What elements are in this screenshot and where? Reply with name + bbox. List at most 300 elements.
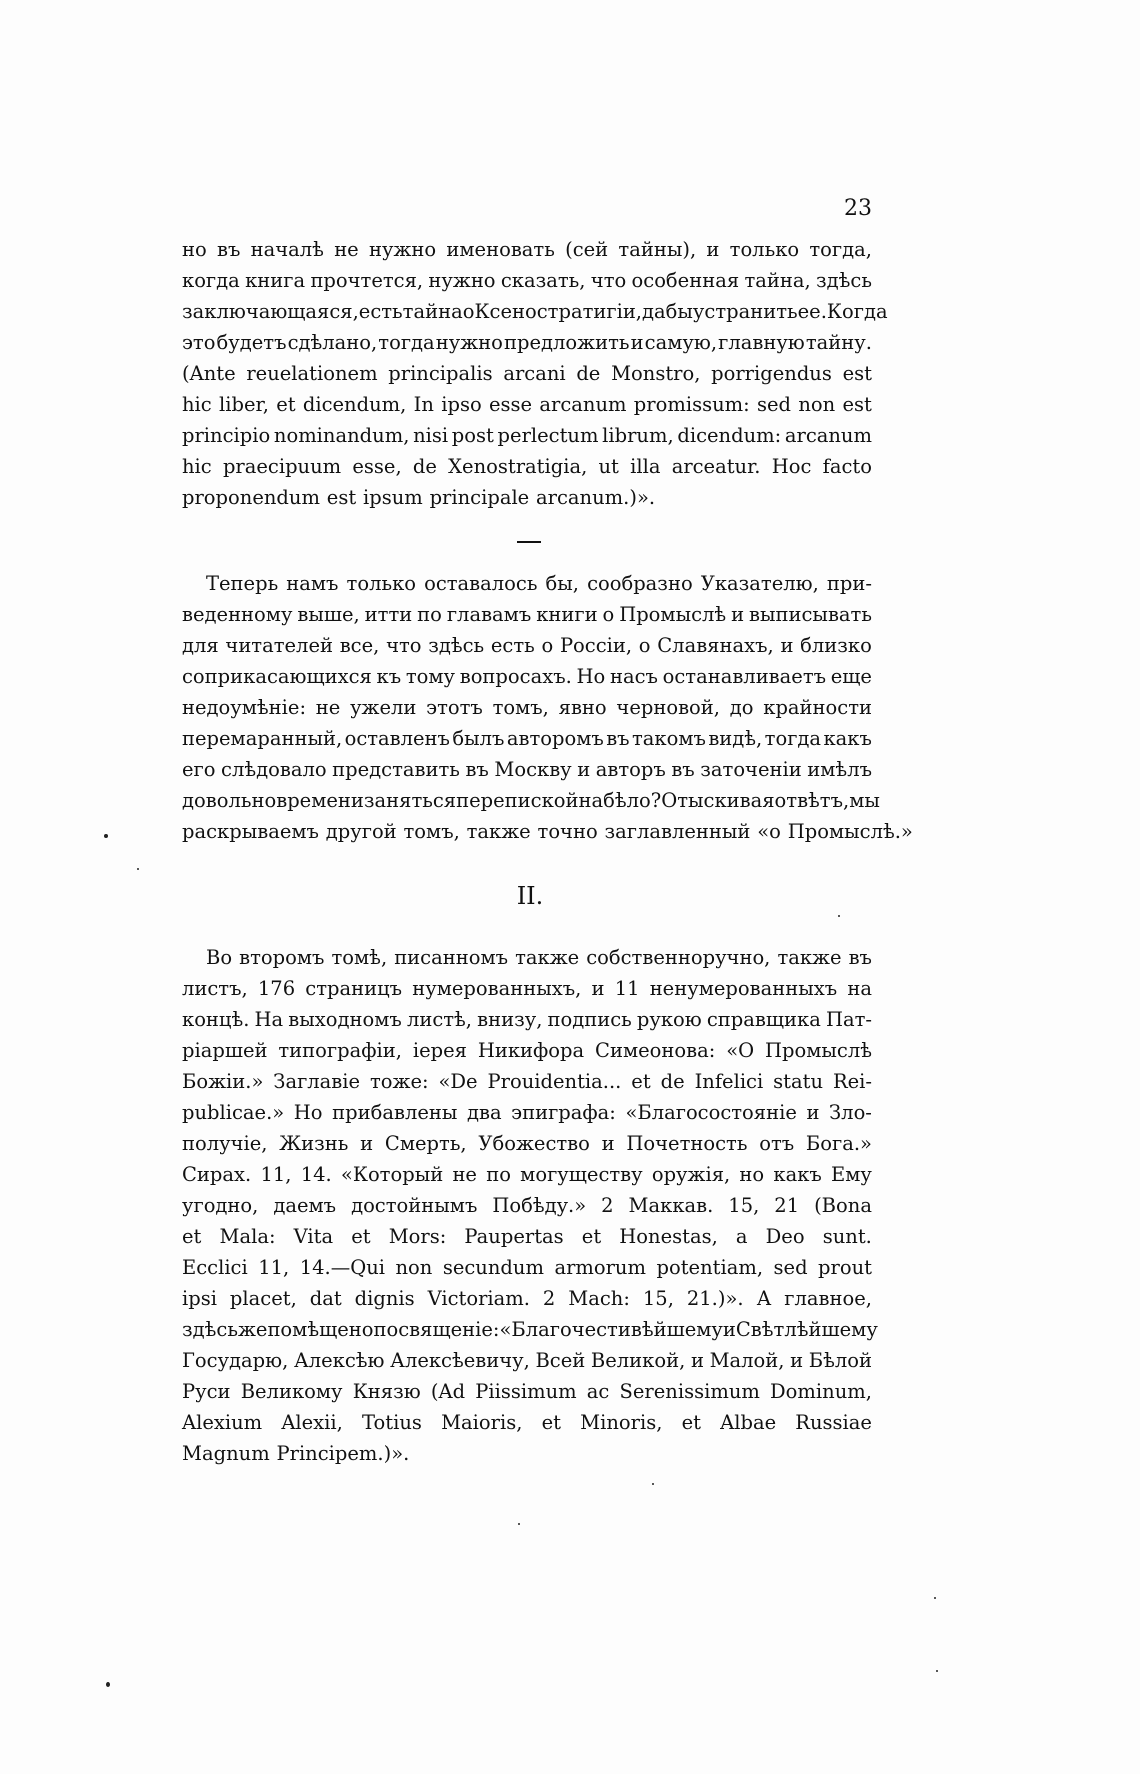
word: arcanum — [784, 424, 872, 447]
word: «Который — [340, 1163, 444, 1186]
scan-speck — [137, 868, 139, 870]
word: de — [660, 1070, 685, 1093]
word: Побѣду.» — [492, 1194, 587, 1217]
word: есть — [358, 300, 403, 323]
word: sed — [773, 1256, 808, 1279]
word: 21 — [774, 1194, 800, 1217]
word: Paupertas — [464, 1225, 564, 1248]
paragraph-2 — [182, 572, 913, 851]
word: будетъ — [216, 331, 287, 354]
text-line — [182, 789, 880, 820]
text-line — [182, 696, 872, 727]
word: «Благосостояніе — [625, 1101, 797, 1124]
word: ipsi — [182, 1287, 217, 1310]
text-line — [182, 665, 872, 696]
word: ut — [598, 455, 619, 478]
word: и — [360, 1132, 374, 1155]
word: Промыслѣ — [619, 603, 727, 626]
word: еще — [830, 665, 872, 688]
word: и — [630, 331, 644, 354]
word: для — [182, 634, 219, 657]
word: и — [790, 1349, 804, 1372]
word: два — [466, 1101, 502, 1124]
word: сообразно — [587, 572, 693, 595]
word: dat — [309, 1287, 342, 1310]
word: насъ — [609, 665, 658, 688]
word: Пат- — [825, 1008, 872, 1031]
text-line — [182, 269, 872, 300]
word: «О — [726, 1039, 755, 1062]
word: de — [576, 362, 601, 385]
word: ac — [586, 1380, 610, 1403]
word: Но — [293, 1101, 323, 1124]
word: arceatur. — [671, 455, 761, 478]
word: именовать — [446, 238, 555, 261]
word: оружія, — [651, 1163, 731, 1186]
word: подпись — [547, 1008, 632, 1031]
word: ipso — [441, 393, 482, 416]
word: что — [386, 634, 422, 657]
word: nisi — [413, 424, 449, 447]
word: 11, — [258, 1256, 290, 1279]
paragraph-3 — [182, 946, 878, 1473]
word: Deo — [765, 1225, 805, 1248]
word: достойнымъ — [351, 1194, 478, 1217]
word: раскрываемъ — [182, 820, 319, 843]
word: Государю, — [182, 1349, 289, 1372]
word: Убожество — [478, 1132, 590, 1155]
section-separator — [517, 541, 541, 543]
word: Бога.» — [805, 1132, 872, 1155]
word: листѣ, — [406, 1008, 473, 1031]
word: выписывать — [749, 603, 872, 626]
word: Xenostratigia, — [448, 455, 588, 478]
word: Hoc — [771, 455, 812, 478]
word: по — [486, 1163, 511, 1186]
word: тайна — [402, 300, 463, 323]
word: Почетность — [626, 1132, 748, 1155]
word: близко — [800, 634, 872, 657]
word: явно — [558, 696, 607, 719]
scan-speck — [936, 1670, 938, 1672]
word: заключающаяся, — [182, 300, 359, 323]
word: А — [756, 1287, 772, 1310]
word: principalis — [388, 362, 493, 385]
word: тайна, — [744, 269, 811, 292]
word: Victoriam. — [427, 1287, 530, 1310]
word: дабы — [642, 300, 693, 323]
word: liber, — [219, 393, 269, 416]
word: post — [451, 424, 494, 447]
word: но — [739, 1163, 765, 1186]
word: здѣсь — [816, 269, 872, 292]
word: Зло- — [829, 1101, 872, 1124]
word: potentiam, — [656, 1256, 764, 1279]
word: главную — [718, 331, 805, 354]
word: книга — [245, 269, 306, 292]
word: 2 — [542, 1287, 556, 1310]
text-line — [182, 1194, 872, 1225]
word: Бѣлой — [808, 1349, 872, 1372]
word: et — [681, 1411, 701, 1434]
word: «Благочестивѣйшему — [499, 1318, 723, 1341]
word: est — [326, 486, 357, 509]
word: нужно — [435, 331, 503, 354]
word: нужно — [368, 238, 437, 261]
word: Dominum, — [770, 1380, 872, 1403]
text-line — [182, 727, 872, 758]
word: 21.)». — [686, 1287, 744, 1310]
word: et — [276, 393, 296, 416]
word: statu — [773, 1070, 824, 1093]
text-line — [182, 331, 872, 362]
text-line — [182, 603, 872, 634]
text-line — [182, 1256, 872, 1287]
word: librum, — [602, 424, 674, 447]
word: Minoris, — [580, 1411, 663, 1434]
word: Maioris, — [441, 1411, 523, 1434]
word: 2 — [601, 1194, 614, 1217]
word: Всей — [535, 1349, 586, 1372]
text-line — [182, 300, 888, 331]
word: Totius — [362, 1411, 422, 1434]
word: предложить — [504, 331, 630, 354]
word: только — [346, 572, 417, 595]
word: hic — [182, 455, 212, 478]
word: dicendum, — [302, 393, 407, 416]
word: представить — [332, 758, 460, 781]
word: Симеонова: — [595, 1039, 716, 1062]
word: 15, — [728, 1194, 760, 1217]
word: справщика — [706, 1008, 821, 1031]
word: о — [462, 300, 475, 323]
word: Russiae — [795, 1411, 872, 1434]
word: Piissimum — [475, 1380, 577, 1403]
word: о — [602, 603, 615, 626]
word: principio — [182, 424, 271, 447]
word: отвѣтъ, — [774, 789, 850, 812]
word: о — [638, 634, 651, 657]
word: заняться — [363, 789, 457, 812]
word: est — [842, 393, 872, 416]
text-line — [182, 1380, 872, 1411]
word: какъ — [773, 1163, 822, 1186]
word: рукою — [636, 1008, 702, 1031]
word: Albae — [720, 1411, 777, 1434]
word: довольно — [182, 789, 277, 812]
word: prout — [818, 1256, 872, 1279]
scan-speck — [838, 915, 840, 917]
word: и — [706, 238, 720, 261]
word: ipsum — [362, 486, 423, 509]
word: и — [690, 1349, 704, 1372]
word: et — [182, 1225, 202, 1248]
word: черновой, — [616, 696, 720, 719]
word: что — [590, 269, 627, 292]
word: perlectum — [497, 424, 599, 447]
paragraph-1 — [182, 238, 888, 517]
word: 14.—Qui — [299, 1256, 385, 1279]
word: іерея — [412, 1039, 467, 1062]
text-line — [182, 946, 872, 977]
text-line — [182, 393, 872, 424]
word: Mach: — [568, 1287, 630, 1310]
word: перемаранный, — [182, 727, 343, 750]
word: тогда — [764, 727, 822, 750]
word: Alexium — [182, 1411, 263, 1434]
word: Magnum — [182, 1442, 270, 1465]
word: et — [351, 1225, 371, 1248]
word: авторомъ — [506, 727, 604, 750]
word: итти — [364, 603, 413, 626]
word: Никифора — [477, 1039, 585, 1062]
word: же — [237, 1318, 268, 1341]
word: также — [777, 946, 842, 969]
text-line — [182, 424, 872, 455]
word: тайны), — [618, 238, 697, 261]
word: In — [413, 393, 434, 416]
word: и — [731, 603, 745, 626]
word: особенная — [631, 269, 740, 292]
word: «о — [757, 820, 781, 843]
word: Ecclici — [182, 1256, 248, 1279]
word: principale — [429, 486, 530, 509]
word: non — [798, 393, 836, 416]
word: Смерть, — [384, 1132, 467, 1155]
word: Князю — [352, 1380, 421, 1403]
word: на — [578, 789, 604, 812]
word: и — [806, 1101, 820, 1124]
word: (Ante — [182, 362, 236, 385]
word: «De — [438, 1070, 478, 1093]
word: на — [847, 977, 872, 1000]
word: arcani — [503, 362, 566, 385]
word: porrigendus — [711, 362, 832, 385]
word: Жизнь — [279, 1132, 349, 1155]
word: авторъ — [595, 758, 666, 781]
word: (Ad — [430, 1380, 466, 1403]
word: ужели — [350, 696, 417, 719]
word: armorum — [554, 1256, 646, 1279]
word: томѣ, — [331, 946, 388, 969]
word: самую, — [644, 331, 718, 354]
word: не — [315, 696, 341, 719]
word: сказать, — [500, 269, 586, 292]
word: но — [182, 238, 207, 261]
word: внизу, — [477, 1008, 543, 1031]
word: томъ, — [403, 820, 460, 843]
word: книги — [536, 603, 598, 626]
word: et — [631, 1070, 651, 1093]
word: сдѣлано, — [287, 331, 378, 354]
word: Rei- — [832, 1070, 872, 1093]
word: читателей — [225, 634, 333, 657]
word: нужно — [428, 269, 496, 292]
word: Алексѣевичу, — [390, 1349, 530, 1372]
word: тому — [405, 665, 456, 688]
word: крайности — [763, 696, 872, 719]
word: Великой, — [590, 1349, 686, 1372]
text-line — [182, 1287, 872, 1318]
word: только — [729, 238, 800, 261]
word: non — [395, 1256, 433, 1279]
word: Mala: — [219, 1225, 276, 1248]
word: при- — [826, 572, 872, 595]
word: et — [581, 1225, 602, 1248]
word: устранить — [692, 300, 798, 323]
word: собственноручно, — [586, 946, 771, 969]
text-line — [182, 1132, 872, 1163]
word: все, — [339, 634, 380, 657]
word: Alexii, — [281, 1411, 343, 1434]
word: de — [412, 455, 437, 478]
word: Mors: — [388, 1225, 447, 1248]
word: nominandum, — [273, 424, 410, 447]
word: arcanum.)». — [536, 486, 656, 509]
word: нумерованныхъ, — [412, 977, 582, 1000]
word: прочтется, — [310, 269, 424, 292]
word: какъ — [823, 727, 872, 750]
word: не — [334, 238, 359, 261]
word: ненумерованныхъ — [649, 977, 838, 1000]
word: здѣсь — [182, 1318, 238, 1341]
word: promissum: — [633, 393, 750, 416]
word: также — [466, 820, 531, 843]
word: Monstro, — [611, 362, 701, 385]
word: эпиграфа: — [511, 1101, 616, 1124]
text-line — [182, 238, 872, 269]
word: 11, — [260, 1163, 292, 1186]
text-line — [182, 1101, 872, 1132]
word: Principem.)». — [276, 1442, 410, 1465]
word: есть — [490, 634, 535, 657]
scan-speck — [104, 834, 108, 838]
word: соприкасающихся — [182, 665, 372, 688]
word: Но — [576, 665, 606, 688]
word: о — [541, 634, 554, 657]
word: Маккав. — [628, 1194, 714, 1217]
text-line — [182, 572, 872, 603]
word: этотъ — [426, 696, 483, 719]
text-line — [182, 1411, 872, 1442]
word: тогда, — [809, 238, 872, 261]
word: et — [541, 1411, 561, 1434]
word: перепиской — [456, 789, 579, 812]
word: оставленъ — [344, 727, 450, 750]
word: sunt. — [822, 1225, 872, 1248]
text-line — [182, 1008, 872, 1039]
word: secundum — [442, 1256, 544, 1279]
word: и — [780, 634, 794, 657]
word: къ — [376, 665, 402, 688]
word: esse — [488, 393, 533, 416]
word: Заглавіе — [273, 1070, 361, 1093]
word: a — [735, 1225, 748, 1248]
word: Сирах. — [182, 1163, 252, 1186]
word: praecipuum — [222, 455, 342, 478]
word: Prouidentia... — [487, 1070, 622, 1093]
word: Ему — [831, 1163, 872, 1186]
word: въ — [465, 758, 489, 781]
scan-speck — [652, 1483, 654, 1485]
word: былъ — [452, 727, 505, 750]
word: томъ, — [492, 696, 549, 719]
word: веденному — [182, 603, 293, 626]
text-line — [182, 1442, 872, 1473]
word: Infelici — [694, 1070, 764, 1093]
word: Великому — [240, 1380, 343, 1403]
word: publicae.» — [182, 1101, 285, 1124]
word: dicendum: — [677, 424, 782, 447]
word: Теперь — [206, 572, 279, 595]
scan-speck — [106, 1682, 110, 1687]
word: esse, — [352, 455, 402, 478]
word: выходномъ — [288, 1008, 402, 1031]
word: заточеніи — [700, 758, 802, 781]
word: листъ, — [182, 977, 248, 1000]
word: второмъ — [239, 946, 325, 969]
page-number: 23 — [844, 196, 872, 221]
text-line — [182, 1225, 872, 1256]
word: бы, — [545, 572, 579, 595]
word: ее. — [797, 300, 827, 323]
word: концѣ. — [182, 1008, 250, 1031]
word: Промыслѣ.» — [787, 820, 913, 843]
word: намъ — [286, 572, 339, 595]
word: по — [417, 603, 442, 626]
word: даемъ — [273, 1194, 337, 1217]
word: получіе, — [182, 1132, 268, 1155]
word: выше, — [297, 603, 360, 626]
word: Во — [206, 946, 233, 969]
word: и — [722, 1318, 736, 1341]
word: страницъ — [305, 977, 403, 1000]
word: мы — [849, 789, 880, 812]
word: также — [515, 946, 580, 969]
text-line — [182, 820, 913, 851]
word: Vita — [293, 1225, 334, 1248]
word: 14. — [300, 1163, 332, 1186]
word: Отыскивая — [661, 789, 775, 812]
word: въ — [217, 238, 241, 261]
word: и — [601, 1132, 615, 1155]
word: прибавлены — [332, 1101, 458, 1124]
word: Свѣтлѣйшему — [735, 1318, 878, 1341]
word: тоже: — [369, 1070, 429, 1093]
word: въ — [606, 727, 630, 750]
text-line — [182, 977, 872, 1008]
word: Ксеностратигіи, — [474, 300, 643, 323]
text-line — [182, 758, 872, 789]
word: останавливаетъ — [662, 665, 827, 688]
word: тайну. — [805, 331, 872, 354]
word: proponendum — [182, 486, 320, 509]
word: Алексѣю — [293, 1349, 385, 1372]
text-line — [182, 486, 872, 517]
word: reuelationem — [246, 362, 378, 385]
word: посвященіе: — [373, 1318, 500, 1341]
text-line — [182, 455, 872, 486]
word: въ — [671, 758, 695, 781]
text-line — [182, 1349, 872, 1380]
word: когда — [182, 269, 240, 292]
word: здѣсь — [428, 634, 485, 657]
word: Божіи.» — [182, 1070, 264, 1093]
word: отъ — [759, 1132, 795, 1155]
word: (Bona — [814, 1194, 872, 1217]
word: (сей — [565, 238, 609, 261]
word: arcanum — [539, 393, 627, 416]
